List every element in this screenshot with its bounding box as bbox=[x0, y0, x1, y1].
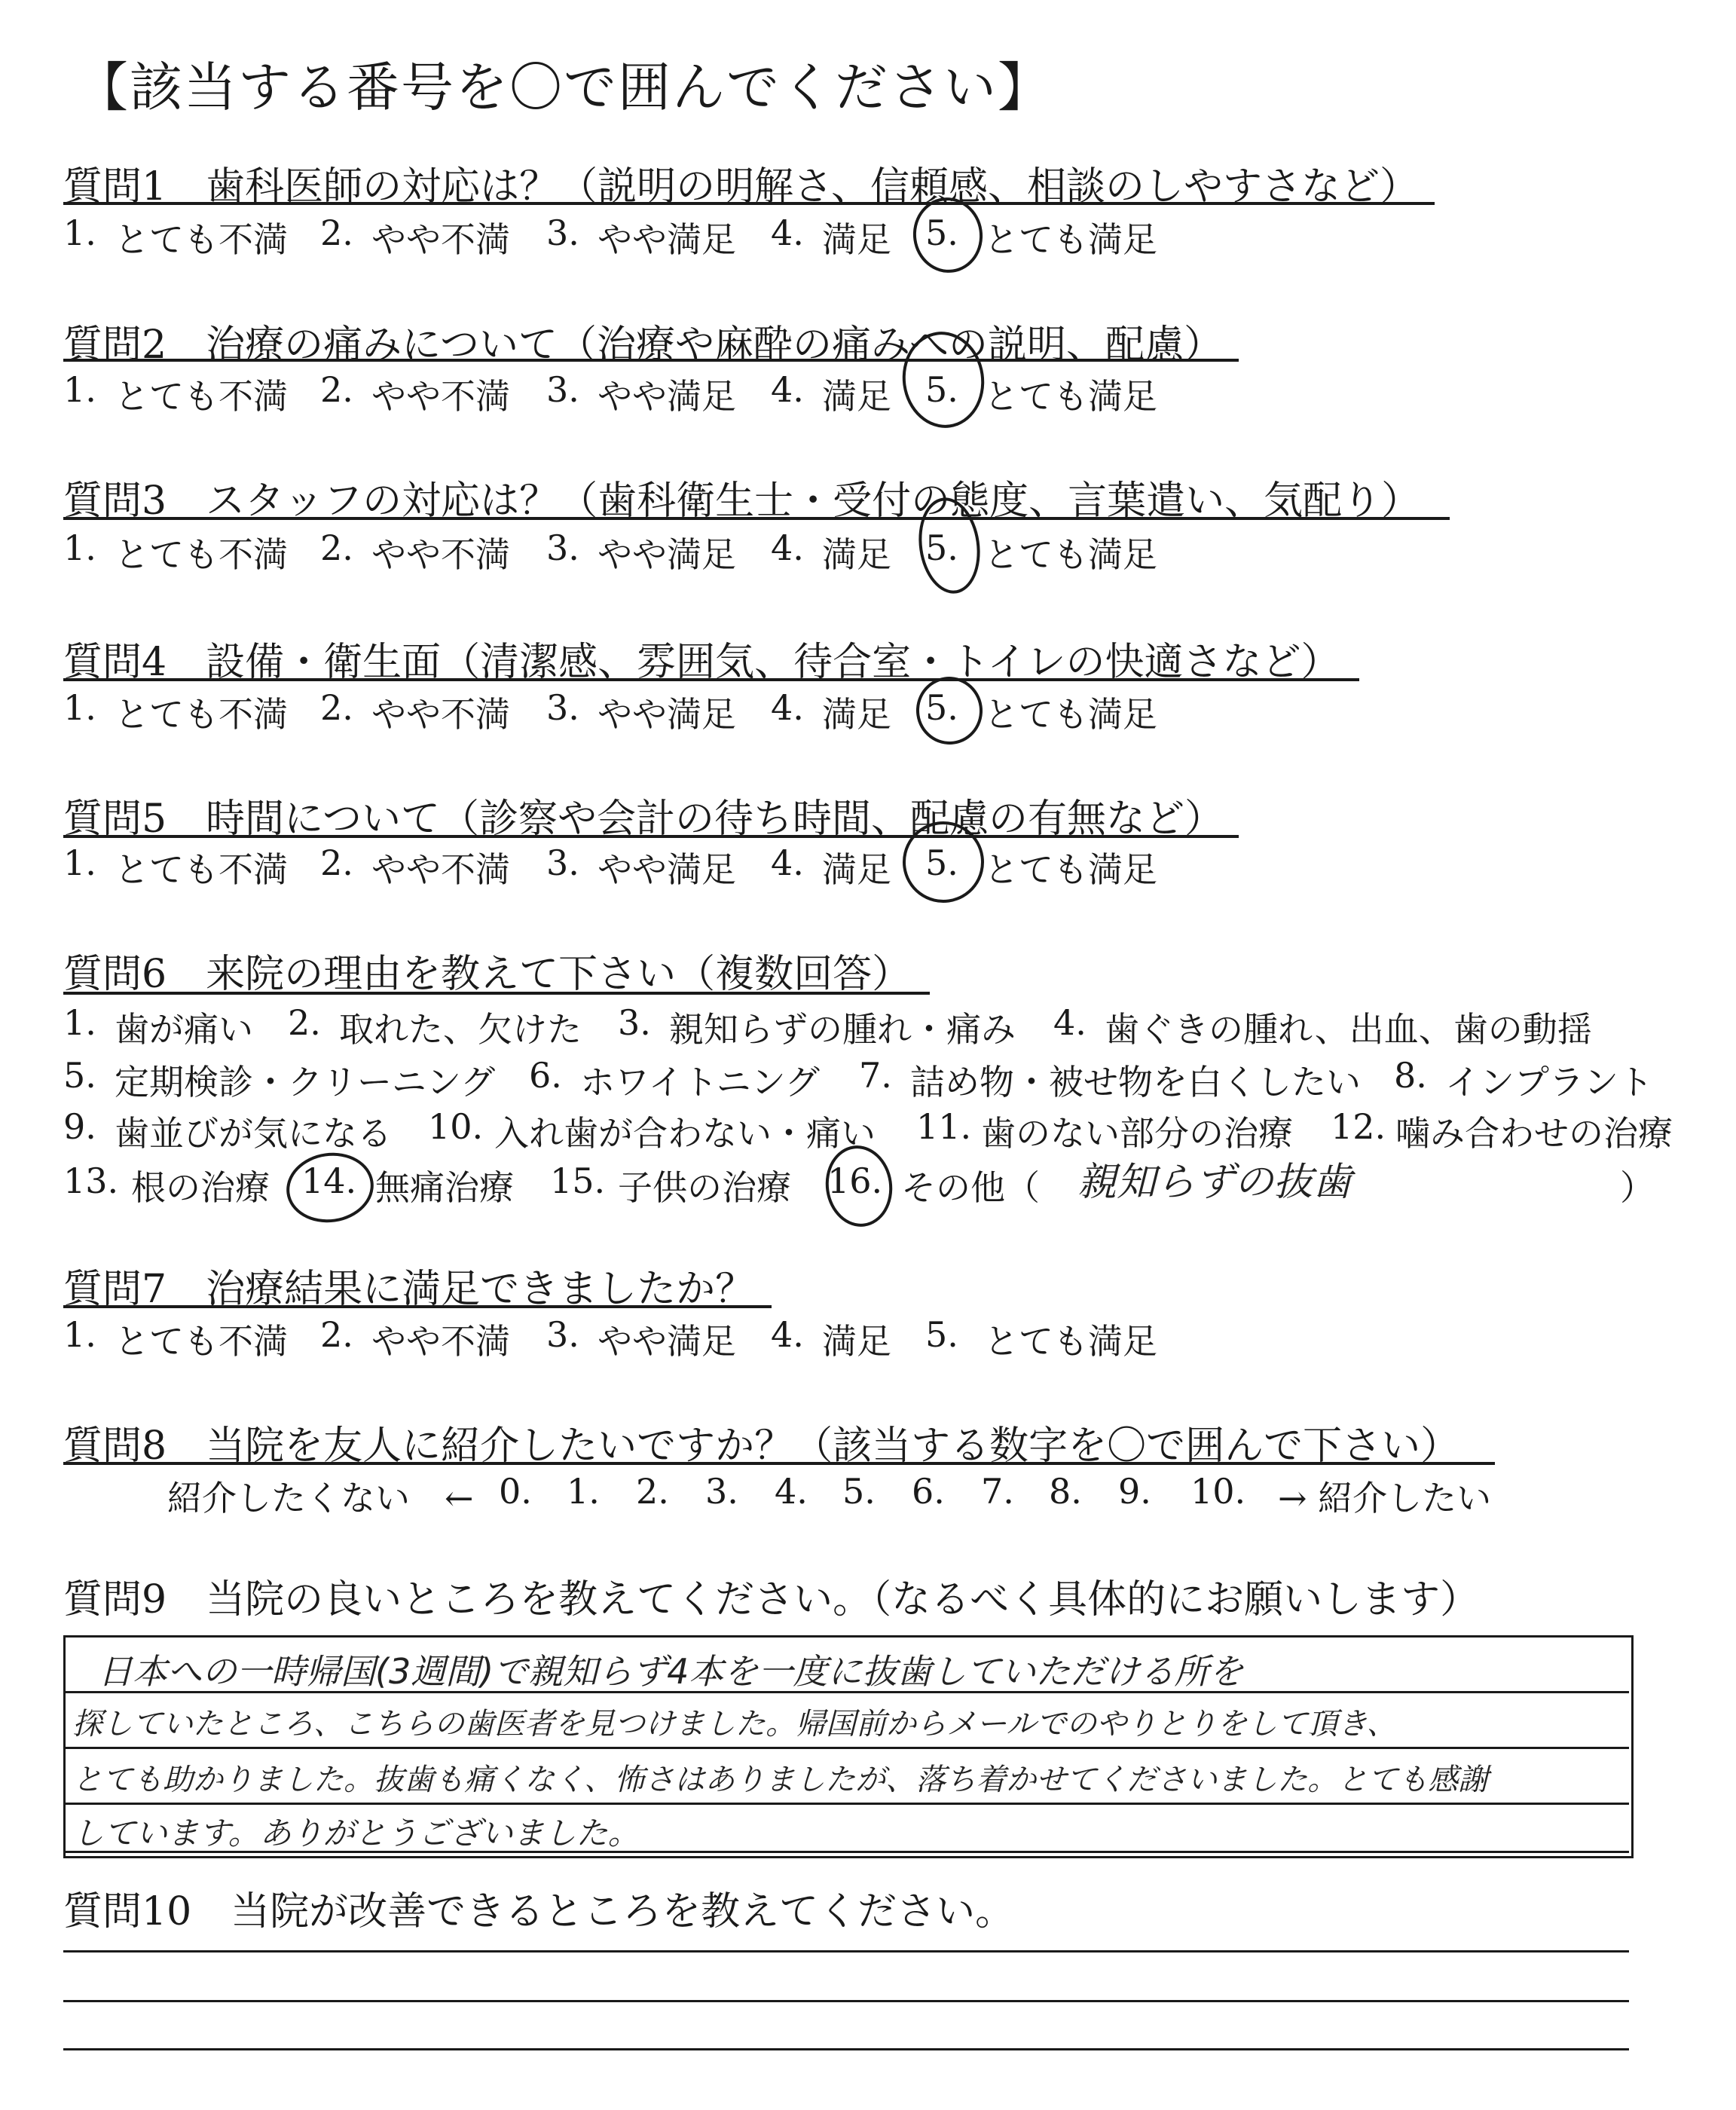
option-number[interactable]: 4. bbox=[771, 842, 804, 883]
option-number[interactable]: 4. bbox=[771, 369, 804, 410]
question-10-title: 質問10 当院が改善できるところを教えてください。 bbox=[63, 1889, 1015, 1934]
option-number[interactable]: 11. bbox=[916, 1106, 972, 1147]
question-4-title: 質問4 設備・衛生面（清潔感、雰囲気、待合室・トイレの快適さなど） bbox=[63, 640, 1340, 685]
option-number[interactable]: 3. bbox=[618, 1002, 651, 1043]
scale-value[interactable]: 6. bbox=[912, 1471, 945, 1512]
option-number[interactable]: 2. bbox=[320, 213, 353, 253]
scale-value[interactable]: 3. bbox=[705, 1471, 738, 1512]
question-8-underline bbox=[63, 1462, 1495, 1465]
scale-left-label: 紹介したくない ← bbox=[167, 1478, 474, 1518]
option-number[interactable]: 3. bbox=[546, 528, 579, 568]
option-number[interactable]: 2. bbox=[288, 1002, 321, 1043]
question-4-underline bbox=[63, 678, 1359, 681]
option-number[interactable]: 3. bbox=[546, 842, 579, 883]
option-number[interactable]: 5. bbox=[925, 1314, 958, 1355]
option-label[interactable]: 満足 bbox=[822, 849, 891, 890]
option-label[interactable]: やや不満 bbox=[371, 1321, 510, 1362]
option-number-selected[interactable]: 5. bbox=[925, 528, 958, 568]
option-number[interactable]: 13. bbox=[63, 1160, 119, 1201]
option-label[interactable]: やや不満 bbox=[371, 376, 510, 417]
option-number[interactable]: 4. bbox=[771, 213, 804, 253]
option-label[interactable]: やや不満 bbox=[371, 849, 510, 890]
option-number[interactable]: 2. bbox=[320, 842, 353, 883]
answer-line[interactable] bbox=[63, 2000, 1629, 2002]
option-label[interactable]: 定期検診・クリーニング bbox=[115, 1062, 496, 1102]
scale-right-label: → 紹介したい bbox=[1278, 1478, 1492, 1518]
option-label[interactable]: 歯のない部分の治療 bbox=[981, 1113, 1293, 1154]
question-1-title: 質問1 歯科医師の対応は？（説明の明解さ、信頼感、相談のしやすさなど） bbox=[63, 164, 1420, 209]
option-number-selected[interactable]: 5. bbox=[925, 213, 958, 253]
option-label[interactable]: 歯が痛い bbox=[115, 1009, 253, 1050]
option-label[interactable]: とても不満 bbox=[115, 219, 288, 260]
option-label[interactable]: とても満足 bbox=[984, 694, 1157, 735]
option-label[interactable]: やや満足 bbox=[598, 849, 736, 890]
option-label[interactable]: とても満足 bbox=[984, 219, 1157, 260]
option-label[interactable]: 根の治療 bbox=[131, 1167, 270, 1208]
option-number[interactable]: 1. bbox=[63, 369, 96, 410]
option-label[interactable]: 詰め物・被せ物を白くしたい bbox=[910, 1062, 1361, 1102]
option-number[interactable]: 1. bbox=[63, 1314, 96, 1355]
option-label[interactable]: とても満足 bbox=[984, 1321, 1157, 1362]
answer-handwriting-line: 探していたところ、こちらの歯医者を見つけました。帰国前からメールでのやりとりをして頂き、 bbox=[72, 1707, 1397, 1742]
scale-value[interactable]: 7. bbox=[981, 1471, 1014, 1512]
option-label[interactable]: 噛み合わせの治療 bbox=[1395, 1113, 1673, 1154]
scale-value[interactable]: 4. bbox=[775, 1471, 808, 1512]
option-label[interactable]: 満足 bbox=[822, 694, 891, 735]
option-label[interactable]: 入れ歯が合わない・痛い bbox=[494, 1113, 876, 1154]
question-5-underline bbox=[63, 835, 1239, 838]
option-label[interactable]: やや満足 bbox=[598, 534, 736, 575]
answer-handwriting-line: しています。ありがとうございました。 bbox=[72, 1815, 640, 1852]
option-number[interactable]: 9. bbox=[63, 1106, 96, 1147]
other-reason-handwriting[interactable]: 親知らずの抜歯 bbox=[1077, 1160, 1352, 1205]
option-number[interactable]: 1. bbox=[63, 528, 96, 568]
option-number[interactable]: 15. bbox=[550, 1160, 606, 1201]
scale-value[interactable]: 2. bbox=[636, 1471, 669, 1512]
scale-value[interactable]: 5. bbox=[842, 1471, 876, 1512]
question-2-underline bbox=[63, 359, 1239, 362]
option-number[interactable]: 4. bbox=[771, 528, 804, 568]
answer-line[interactable] bbox=[63, 2048, 1629, 2050]
question-3-underline bbox=[63, 517, 1450, 520]
question-6-underline bbox=[63, 992, 930, 995]
option-label[interactable]: やや満足 bbox=[598, 694, 736, 735]
scale-value[interactable]: 1. bbox=[567, 1471, 600, 1512]
question-2-title: 質問2 治療の痛みについて（治療や麻酔の痛みへの説明、配慮） bbox=[63, 323, 1224, 368]
scale-value[interactable]: 8. bbox=[1049, 1471, 1082, 1512]
scale-value[interactable]: 0. bbox=[499, 1471, 532, 1512]
option-label[interactable]: 無痛治療 bbox=[375, 1167, 514, 1208]
option-label[interactable]: インプラント bbox=[1445, 1062, 1653, 1102]
option-label[interactable]: 満足 bbox=[822, 219, 891, 260]
option-label[interactable]: 子供の治療 bbox=[618, 1167, 791, 1208]
option-label[interactable]: 歯並びが気になる bbox=[115, 1113, 392, 1154]
option-label[interactable]: とても不満 bbox=[115, 376, 288, 417]
question-1-underline bbox=[63, 202, 1435, 205]
answer-line bbox=[63, 1803, 1629, 1805]
option-label[interactable]: やや満足 bbox=[598, 376, 736, 417]
option-label[interactable]: やや満足 bbox=[598, 1321, 736, 1362]
option-number[interactable]: 10. bbox=[428, 1106, 484, 1147]
scale-value[interactable]: 10. bbox=[1190, 1471, 1246, 1512]
option-number[interactable]: 3. bbox=[546, 1314, 579, 1355]
option-number[interactable]: 5. bbox=[63, 1055, 96, 1096]
option-label[interactable]: 満足 bbox=[822, 534, 891, 575]
question-6-title: 質問6 来院の理由を教えて下さい（複数回答） bbox=[63, 952, 912, 997]
option-number[interactable]: 2. bbox=[320, 1314, 353, 1355]
option-label[interactable]: とても満足 bbox=[984, 849, 1157, 890]
option-label[interactable]: やや満足 bbox=[598, 219, 736, 260]
option-number[interactable]: 3. bbox=[546, 687, 579, 728]
selection-circle bbox=[282, 1147, 378, 1228]
option-number[interactable]: 4. bbox=[771, 1314, 804, 1355]
option-number[interactable]: 7. bbox=[859, 1055, 892, 1096]
option-label[interactable]: やや不満 bbox=[371, 534, 510, 575]
answer-line bbox=[63, 1747, 1629, 1749]
option-label[interactable]: 満足 bbox=[822, 1321, 891, 1362]
option-label[interactable]: 歯ぐきの腫れ、出血、歯の動揺 bbox=[1105, 1009, 1592, 1050]
option-number-selected[interactable]: 16. bbox=[827, 1160, 883, 1201]
page-title: 【該当する番号を〇で囲んでください】 bbox=[75, 57, 1052, 118]
option-label[interactable]: とても不満 bbox=[115, 694, 288, 735]
option-number[interactable]: 2. bbox=[320, 528, 353, 568]
option-number[interactable]: 8. bbox=[1394, 1055, 1427, 1096]
option-label[interactable]: やや不満 bbox=[371, 219, 510, 260]
option-label[interactable]: とても満足 bbox=[984, 376, 1157, 417]
option-number[interactable]: 3. bbox=[546, 213, 579, 253]
option-label[interactable]: やや不満 bbox=[371, 694, 510, 735]
option-label[interactable]: 満足 bbox=[822, 376, 891, 417]
option-label[interactable]: その他（ bbox=[901, 1167, 1040, 1208]
option-number[interactable]: 2. bbox=[320, 687, 353, 728]
scale-value[interactable]: 9. bbox=[1118, 1471, 1151, 1512]
option-label[interactable]: 親知らずの腫れ・痛み bbox=[669, 1009, 1016, 1050]
question-7-underline bbox=[63, 1305, 772, 1308]
question-3-title: 質問3 スタッフの対応は？（歯科衛生士・受付の態度、言葉遣い、気配り） bbox=[63, 479, 1421, 524]
question-7-title: 質問7 治療結果に満足できましたか？ bbox=[63, 1267, 755, 1312]
option-number-selected[interactable]: 5. bbox=[925, 842, 958, 883]
option-label[interactable]: とても不満 bbox=[115, 534, 288, 575]
option-number-selected[interactable]: 5. bbox=[925, 687, 958, 728]
option-number[interactable]: 1. bbox=[63, 687, 96, 728]
option-number[interactable]: 6. bbox=[529, 1055, 562, 1096]
option-number[interactable]: 2. bbox=[320, 369, 353, 410]
option-number[interactable]: 4. bbox=[771, 687, 804, 728]
other-close-paren: ） bbox=[1620, 1167, 1655, 1208]
option-number[interactable]: 1. bbox=[63, 842, 96, 883]
option-number[interactable]: 1. bbox=[63, 1002, 96, 1043]
option-label[interactable]: とても満足 bbox=[984, 534, 1157, 575]
option-number[interactable]: 12. bbox=[1331, 1106, 1386, 1147]
answer-handwriting-line: とても助かりました。抜歯も痛くなく、怖さはありましたが、落ち着かせてくださいました。とても感謝 bbox=[72, 1763, 1489, 1797]
question-8-title: 質問8 当院を友人に紹介したいですか？（該当する数字を〇で囲んで下さい） bbox=[63, 1423, 1460, 1469]
option-label[interactable]: とても不満 bbox=[115, 1321, 288, 1362]
option-number-selected[interactable]: 5. bbox=[925, 369, 958, 410]
option-label[interactable]: とても不満 bbox=[115, 849, 288, 890]
option-number[interactable]: 3. bbox=[546, 369, 579, 410]
option-number[interactable]: 1. bbox=[63, 213, 96, 253]
answer-line[interactable] bbox=[63, 1950, 1629, 1953]
answer-handwriting-line: 日本への一時帰国(3週間)で親知らず4本を一度に抜歯していただける所を bbox=[98, 1651, 1244, 1692]
option-number-selected[interactable]: 14. bbox=[301, 1160, 357, 1201]
option-label[interactable]: ホワイトニング bbox=[580, 1062, 820, 1102]
question-9-title: 質問9 当院の良いところを教えてください。（なるべく具体的にお願いします） bbox=[63, 1577, 1480, 1622]
option-number[interactable]: 4. bbox=[1053, 1002, 1087, 1043]
question-5-title: 質問5 時間について（診察や会計の待ち時間、配慮の有無など） bbox=[63, 797, 1224, 842]
option-label[interactable]: 取れた、欠けた bbox=[339, 1009, 582, 1050]
